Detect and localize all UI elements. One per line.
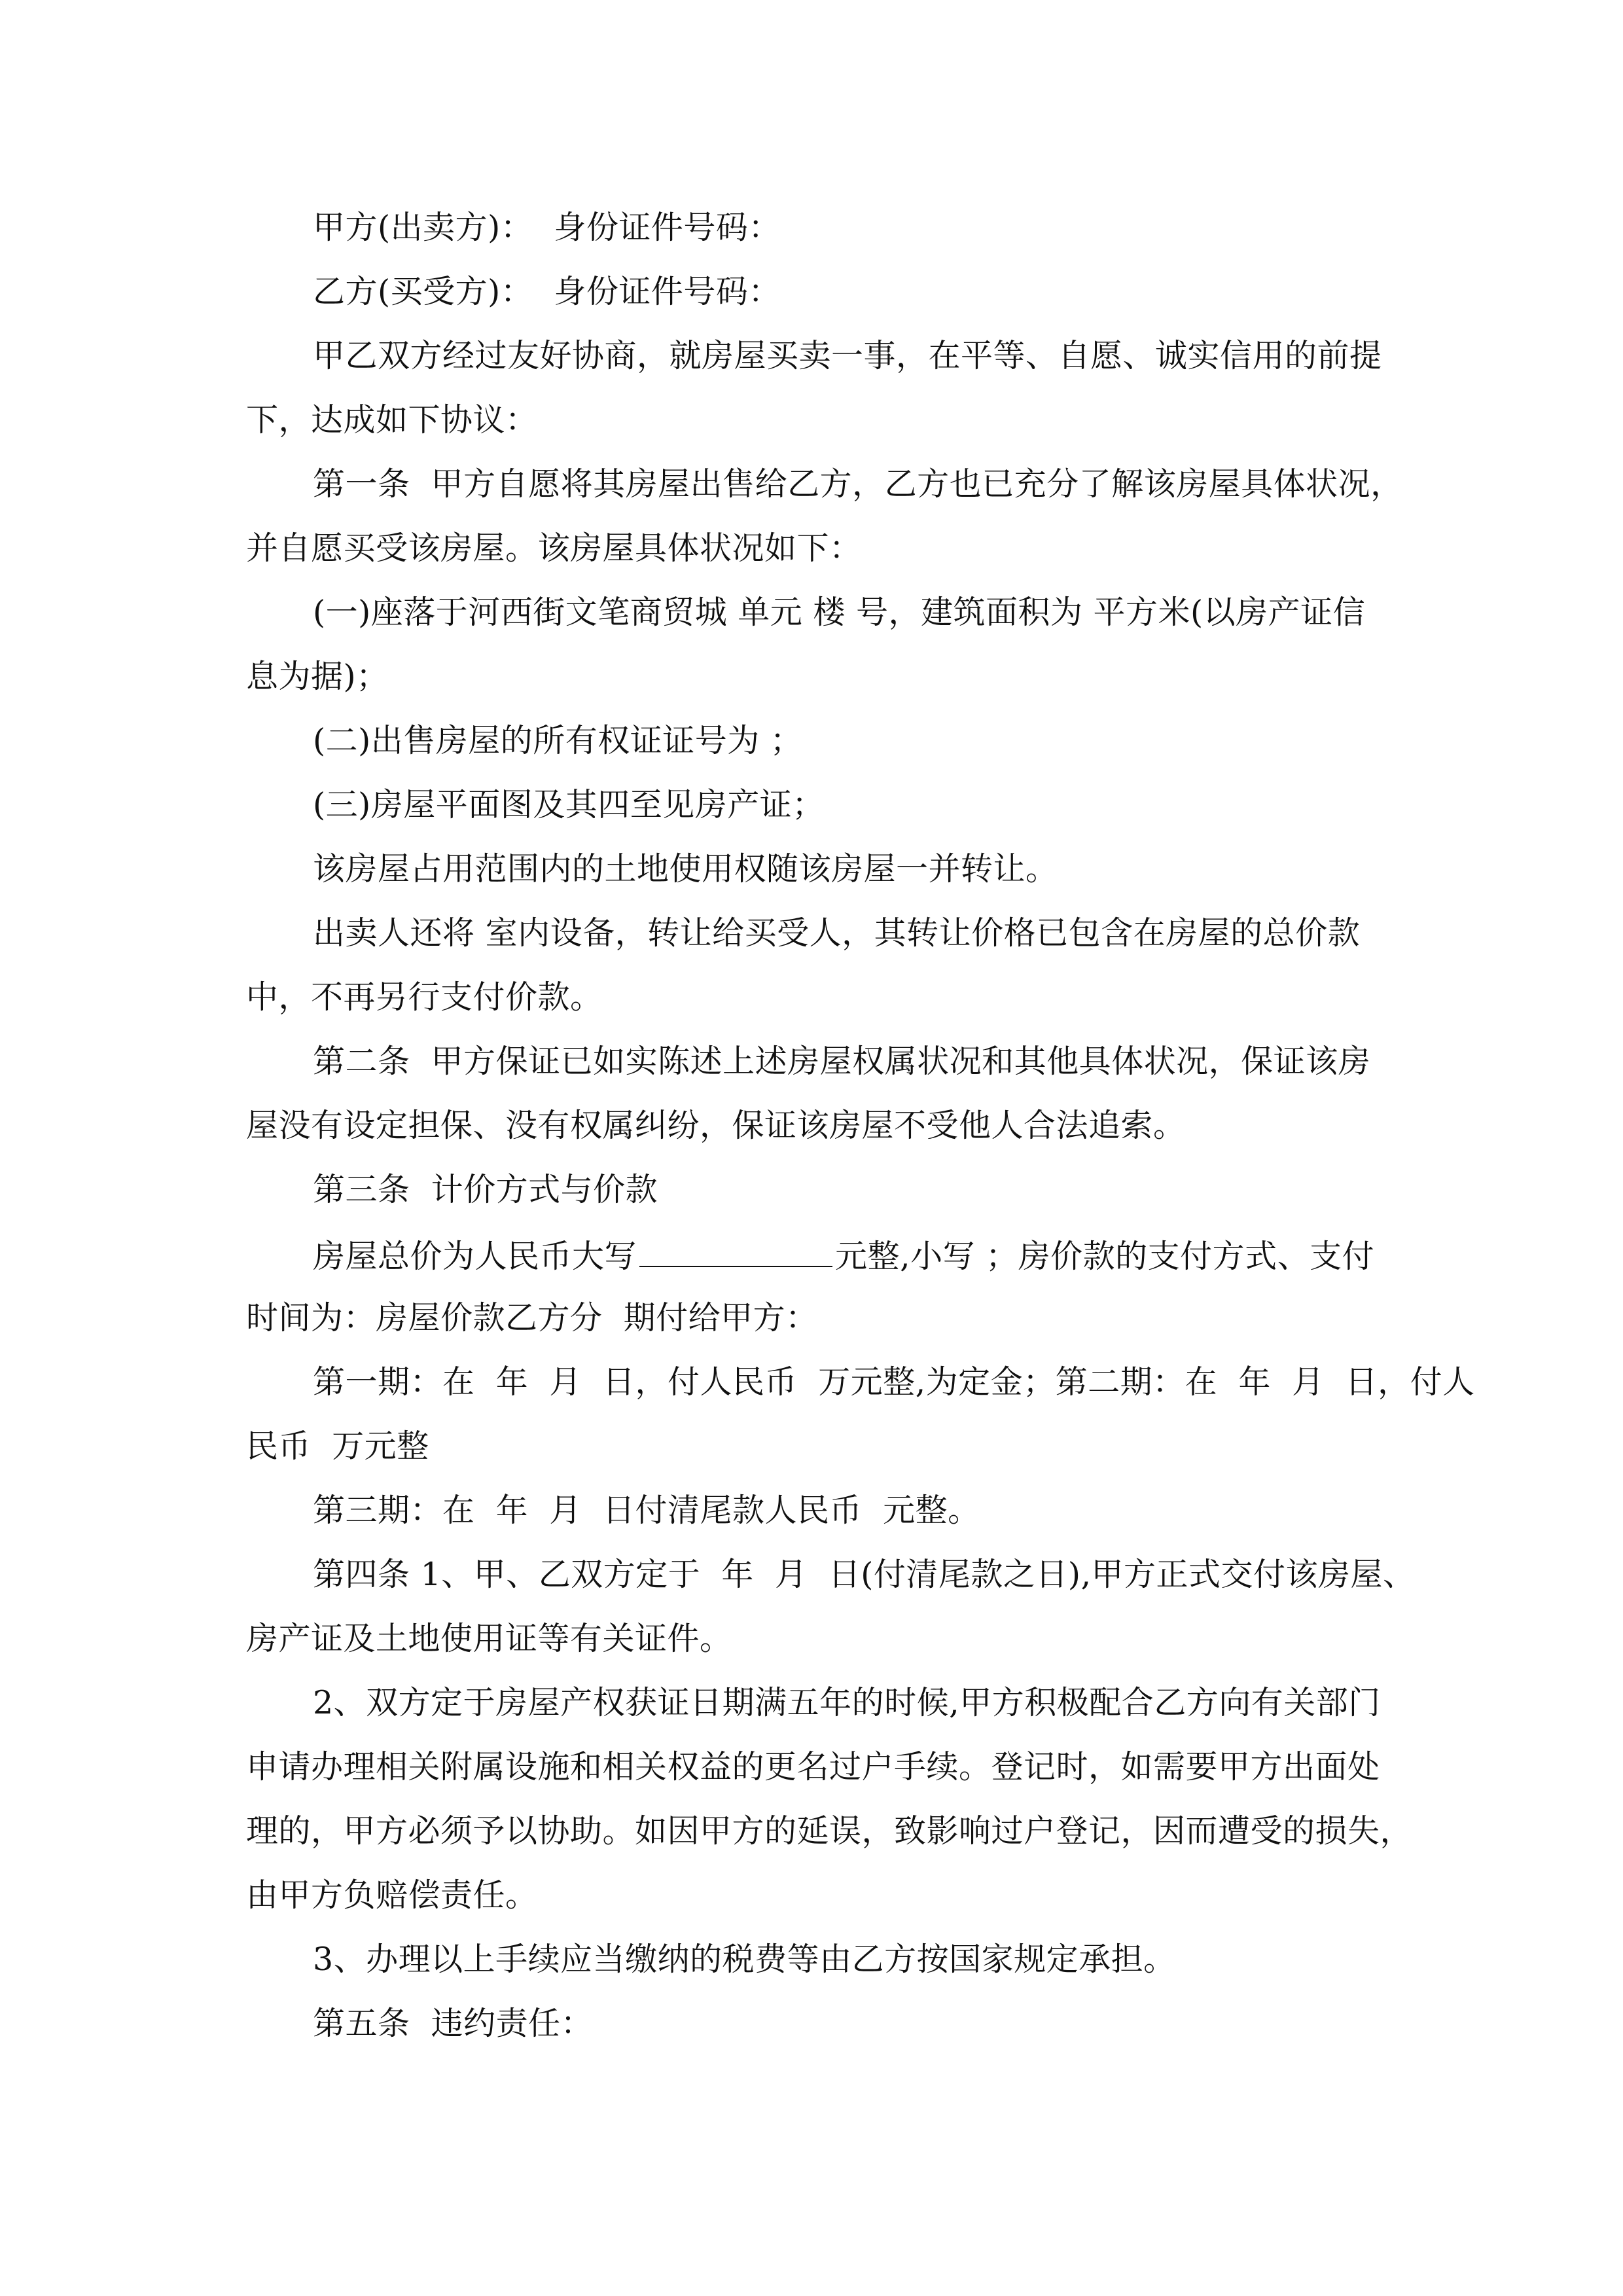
party-a-line: 甲方(出卖方)： 身份证件号码： bbox=[313, 209, 781, 246]
article-3-title: 第三条 计价方式与价款 bbox=[313, 1171, 658, 1208]
payment-line-3: 第三期：在 年 月 日付清尾款人民币 元整。 bbox=[313, 1492, 980, 1529]
price-blank-field[interactable] bbox=[639, 1234, 832, 1267]
article-4-para-2-line-4: 由甲方负赔偿责任。 bbox=[246, 1876, 538, 1914]
article-1-line-2: 并自愿买受该房屋。该房屋具体状况如下： bbox=[246, 529, 862, 567]
article-4-line-1: 第四条 1、甲、乙双方定于 年 月 日(付清尾款之日),甲方正式交付该房屋、 bbox=[313, 1556, 1416, 1593]
payment-line-2: 民币 万元整 bbox=[246, 1427, 429, 1465]
article-4-para-2-line-1: 2、双方定于房屋产权获证日期满五年的时候,甲方积极配合乙方向有关部门 bbox=[313, 1684, 1381, 1721]
equipment-line-1: 出卖人还将 室内设备，转让给买受人，其转让价格已包含在房屋的总价款 bbox=[313, 914, 1361, 952]
article-1-item-1-line-1: (一)座落于河西街文笔商贸城 单元 楼 号，建筑面积为 平方米(以房产证信 bbox=[313, 594, 1366, 631]
price-text-after: 元整,小写 ；房价款的支付方式、支付 bbox=[835, 1238, 1375, 1275]
land-use-line: 该房屋占用范围内的土地使用权随该房屋一并转让。 bbox=[313, 850, 1058, 888]
article-4-para-2-line-3: 理的，甲方必须予以协助。如因甲方的延误，致影响过户登记，因而遭受的损失， bbox=[246, 1812, 1413, 1850]
price-line-2: 时间为：房屋价款乙方分 期付给甲方： bbox=[246, 1299, 818, 1336]
article-1-item-1-line-2: 息为据)； bbox=[246, 658, 389, 695]
price-line-1 bbox=[313, 1234, 1374, 1276]
intro-line-2: 下，达成如下协议： bbox=[246, 401, 538, 439]
article-2-line-1: 第二条 甲方保证已如实陈述上述房屋权属状况和其他具体状况，保证该房 bbox=[313, 1043, 1371, 1080]
article-2-line-2: 屋没有设定担保、没有权属纠纷，保证该房屋不受他人合法追索。 bbox=[246, 1107, 1186, 1144]
intro-line-1: 甲乙双方经过友好协商，就房屋买卖一事，在平等、自愿、诚实信用的前提 bbox=[313, 337, 1382, 374]
article-5-title: 第五条 违约责任： bbox=[313, 2005, 594, 2042]
article-1-line-1: 第一条 甲方自愿将其房屋出售给乙方，乙方也已充分了解该房屋具体状况， bbox=[313, 465, 1403, 503]
article-4-line-2: 房产证及土地使用证等有关证件。 bbox=[246, 1620, 732, 1657]
article-1-item-3: (三)房屋平面图及其四至见房产证； bbox=[313, 786, 825, 823]
payment-line-1: 第一期：在 年 月 日，付人民币 万元整,为定金；第二期：在 年 月 日，付人 bbox=[313, 1363, 1475, 1401]
price-text-before: 房屋总价为人民币大写 bbox=[313, 1238, 637, 1275]
article-1-item-2: (二)出售房屋的所有权证证号为 ； bbox=[313, 722, 803, 759]
party-b-line: 乙方(买受方)： 身份证件号码： bbox=[313, 273, 781, 310]
article-4-para-2-line-2: 申请办理相关附属设施和相关权益的更名过户手续。登记时，如需要甲方出面处 bbox=[246, 1748, 1380, 1785]
article-4-para-3: 3、办理以上手续应当缴纳的税费等由乙方按国家规定承担。 bbox=[313, 1941, 1176, 1978]
equipment-line-2: 中，不再另行支付价款。 bbox=[246, 978, 603, 1016]
